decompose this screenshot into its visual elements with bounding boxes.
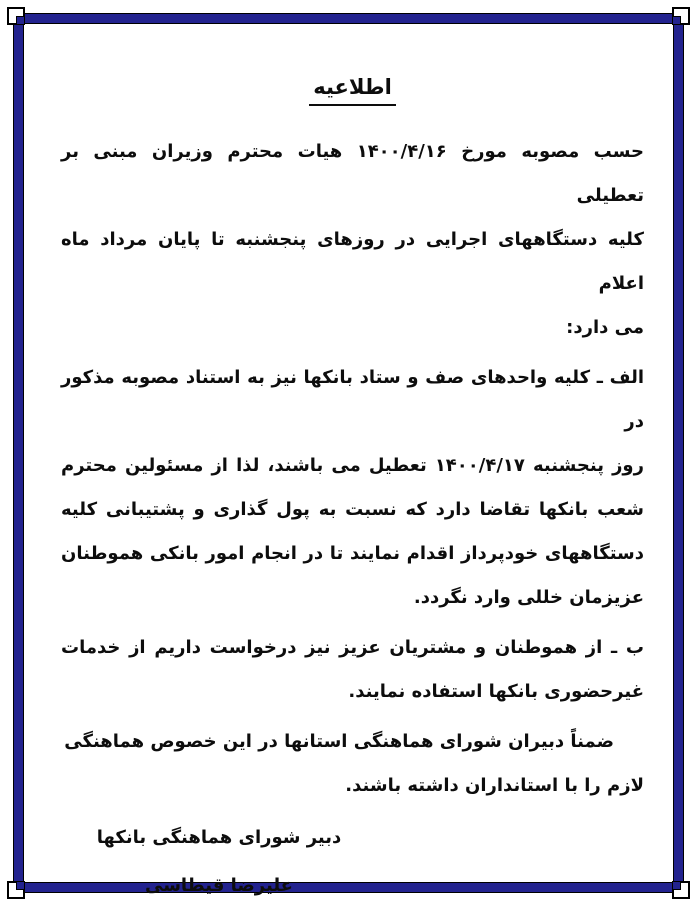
- be-line-2: غیرحضوری بانکها استفاده نمایند.: [348, 681, 644, 702]
- alef-line-2: روز پنجشنبه ۱۴۰۰/۴/۱۷ تعطیل می باشند، لذا از مسئولین محترم: [61, 455, 644, 476]
- page-title: اطلاعیه: [309, 75, 396, 106]
- title-row: [61, 75, 644, 106]
- alef-line-3: شعب بانکها تقاضا دارد که نسبت به پول گذاری و پشتیبانی کلیه: [61, 499, 644, 520]
- signature-name: علیرضا قیطاسی: [145, 875, 293, 896]
- paragraph-be: [61, 626, 644, 714]
- paragraph-intro: [61, 130, 644, 350]
- signature-role: دبیر شورای هماهنگی بانکها: [96, 827, 342, 848]
- border-corner-ornament-bottom-right: [672, 881, 690, 899]
- alef-line-1: الف ـ کلیه واحدهای صف و ستاد بانکها نیز به استناد مصوبه مذکور در: [61, 367, 644, 432]
- be-line-1: ب ـ از هموطنان و مشتریان عزیز نیز درخواست داریم از خدمات: [61, 637, 644, 658]
- paragraph-zemnan: [61, 720, 644, 808]
- alef-line-5: عزیزمان خللی وارد نگردد.: [413, 587, 644, 608]
- alef-line-4: دستگاههای خودپرداز اقدام نمایند تا در انجام امور بانکی هموطنان: [61, 543, 644, 564]
- border-corner-ornament-top-right: [672, 7, 690, 25]
- intro-line-1: حسب مصوبه مورخ ۱۴۰۰/۴/۱۶ هیات محترم وزیران مبنی بر تعطیلی: [61, 141, 644, 206]
- signature-block: [94, 814, 344, 910]
- border-corner-ornament-bottom-left: [7, 881, 25, 899]
- paragraph-alef: [61, 356, 644, 620]
- intro-line-2: کلیه دستگاههای اجرایی در روزهای پنجشنبه تا پایان مرداد ماه اعلام: [61, 229, 644, 294]
- intro-line-3: می دارد:: [566, 317, 644, 338]
- zemnan-line-2: لازم را با استانداران داشته باشند.: [345, 775, 644, 796]
- announcement-body: [23, 23, 674, 896]
- zemnan-line-1: ضمناً دبیران شورای هماهنگی استانها در این خصوص هماهنگی: [64, 731, 614, 752]
